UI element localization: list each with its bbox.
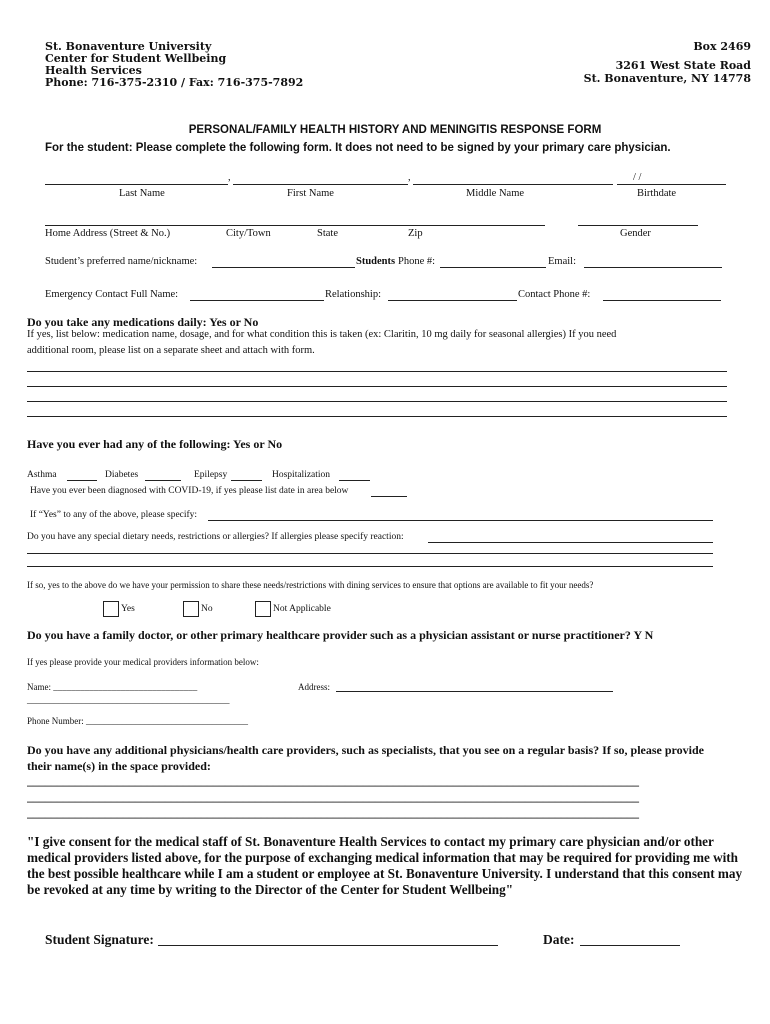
- date-field[interactable]: [580, 945, 680, 946]
- form-title: PERSONAL/FAMILY HEALTH HISTORY AND MENINGITIS RESPONSE FORM: [188, 124, 602, 136]
- preferred-name-label: Student’s preferred name/nickname:: [45, 256, 198, 267]
- birthdate-field[interactable]: [617, 184, 726, 185]
- gender-field[interactable]: [578, 225, 698, 226]
- history-question: Have you ever had any of the following: Yes or No: [27, 437, 283, 451]
- header-box: Box 2469: [693, 40, 751, 53]
- additional-line-3[interactable]: ______________________________________________________________________________________________________: [27, 806, 639, 820]
- additional-question-2: their name(s) in the space provided:: [27, 759, 211, 773]
- first-name-field[interactable]: [233, 184, 408, 185]
- emergency-contact-field[interactable]: [190, 300, 324, 301]
- phone-label: Phone #:: [398, 256, 436, 267]
- contact-phone-label: Contact Phone #:: [518, 289, 591, 300]
- medications-instructions-1: If yes, list below: medication name, dosage, and for what condition this is taken (ex: Claritin, 10 mg daily for seasonal allergies) If you need: [27, 329, 617, 340]
- relationship-label: Relationship:: [325, 289, 381, 300]
- asthma-label: Asthma: [27, 470, 57, 480]
- last-name-label: Last Name: [119, 188, 165, 199]
- dietary-question: Do you have any special dietary needs, restrictions or allergies? If allergies please specify reaction:: [27, 532, 404, 542]
- home-address-field[interactable]: [45, 225, 545, 226]
- no-label: No: [201, 604, 213, 614]
- student-phone-field[interactable]: [440, 267, 546, 268]
- medications-question: Do you take any medications daily: Yes or No: [27, 315, 259, 329]
- email-label: Email:: [548, 256, 576, 267]
- first-name-label: First Name: [287, 188, 334, 199]
- epilepsy-field[interactable]: [231, 480, 262, 481]
- hospitalization-field[interactable]: [339, 480, 370, 481]
- dietary-line-2[interactable]: [27, 553, 713, 554]
- middle-name-label: Middle Name: [466, 188, 525, 199]
- consent-statement: "I give consent for the medical staff of St. Bonaventure Health Services to contact my primary care physician and/or other medical providers listed above, for the purpose of exchanging medical information that may be required for providing me with the best possible healthcare while I am a student or employee at St. Bonaventure University. I understand that this consent may be revoked at any time by writing to the Director of the Center for Student Wellbeing": [27, 834, 743, 897]
- comma-1: ,: [228, 172, 231, 183]
- last-name-field[interactable]: [45, 184, 228, 185]
- birthdate-label: Birthdate: [637, 188, 677, 199]
- preferred-name-field[interactable]: [212, 267, 355, 268]
- medications-line-4[interactable]: [27, 416, 727, 417]
- specify-field[interactable]: [208, 520, 713, 521]
- hospitalization-label: Hospitalization: [272, 470, 331, 480]
- medications-line-3[interactable]: [27, 401, 727, 402]
- diabetes-label: Diabetes: [105, 470, 139, 480]
- doctor-address-field[interactable]: [336, 691, 613, 692]
- header-city: St. Bonaventure, NY 14778: [583, 72, 751, 85]
- header-phone-fax: Phone: 716-375-2310 / Fax: 716-375-7892: [45, 76, 304, 89]
- specify-label: If “Yes” to any of the above, please specify:: [30, 510, 198, 520]
- additional-question-1: Do you have any additional physicians/health care providers, such as specialists, that you see on a regular basis? If so, please provide: [27, 743, 704, 757]
- covid-field[interactable]: [371, 496, 407, 497]
- doctor-phone-field[interactable]: Phone Number: ____________________________________: [27, 716, 248, 726]
- middle-name-field[interactable]: [413, 184, 613, 185]
- epilepsy-label: Epilepsy: [194, 470, 228, 480]
- doctor-address-line-2[interactable]: _____________________________________________: [27, 695, 230, 705]
- covid-question: Have you ever been diagnosed with COVID-19, if yes please list date in area below: [30, 486, 349, 496]
- medications-line-2[interactable]: [27, 386, 727, 387]
- date-label: Date:: [543, 932, 575, 947]
- state-label: State: [317, 228, 338, 239]
- city-label: City/Town: [226, 228, 271, 239]
- header-university: St. Bonaventure University: [45, 40, 212, 53]
- doctor-question: Do you have a family doctor, or other primary healthcare provider such as a physician assistant or nurse practitioner? Y N: [27, 628, 654, 642]
- doctor-name-field[interactable]: Name: ________________________________: [27, 682, 198, 692]
- permission-question: If so, yes to the above do we have your permission to share these needs/restrictions with dining services to ensure that options are available to fit your needs?: [27, 580, 594, 590]
- header-health-services: Health Services: [45, 64, 142, 77]
- email-field[interactable]: [584, 267, 722, 268]
- medications-instructions-2: additional room, please list on a separate sheet and attach with form.: [27, 345, 315, 356]
- yes-checkbox[interactable]: [103, 601, 119, 617]
- students-label: Students: [356, 256, 396, 267]
- zip-label: Zip: [408, 228, 423, 239]
- contact-phone-field[interactable]: [603, 300, 721, 301]
- medications-line-1[interactable]: [27, 371, 727, 372]
- yes-label: Yes: [121, 604, 135, 614]
- header-center: Center for Student Wellbeing: [45, 52, 227, 65]
- doctor-address-label: Address:: [298, 682, 330, 692]
- not-applicable-checkbox[interactable]: [255, 601, 271, 617]
- birthdate-slashes: / /: [633, 172, 642, 183]
- asthma-field[interactable]: [67, 480, 97, 481]
- doctor-info-label: If yes please provide your medical providers information below:: [27, 657, 259, 667]
- not-applicable-label: Not Applicable: [273, 604, 331, 614]
- relationship-field[interactable]: [388, 300, 517, 301]
- student-signature-field[interactable]: [158, 945, 498, 946]
- additional-line-1[interactable]: ______________________________________________________________________________________________________: [27, 774, 639, 788]
- no-checkbox[interactable]: [183, 601, 199, 617]
- form-subtitle: For the student: Please complete the following form. It does not need to be signed by your primary care physician.: [45, 142, 671, 154]
- dietary-line-3[interactable]: [27, 566, 713, 567]
- header-street: 3261 West State Road: [615, 59, 751, 72]
- additional-line-2[interactable]: ______________________________________________________________________________________________________: [27, 790, 639, 804]
- gender-label: Gender: [620, 228, 651, 239]
- comma-2: ,: [408, 172, 411, 183]
- student-signature-label: Student Signature:: [45, 932, 154, 947]
- dietary-field[interactable]: [428, 542, 713, 543]
- diabetes-field[interactable]: [145, 480, 181, 481]
- home-address-label: Home Address (Street & No.): [45, 228, 171, 239]
- emergency-contact-label: Emergency Contact Full Name:: [45, 289, 179, 300]
